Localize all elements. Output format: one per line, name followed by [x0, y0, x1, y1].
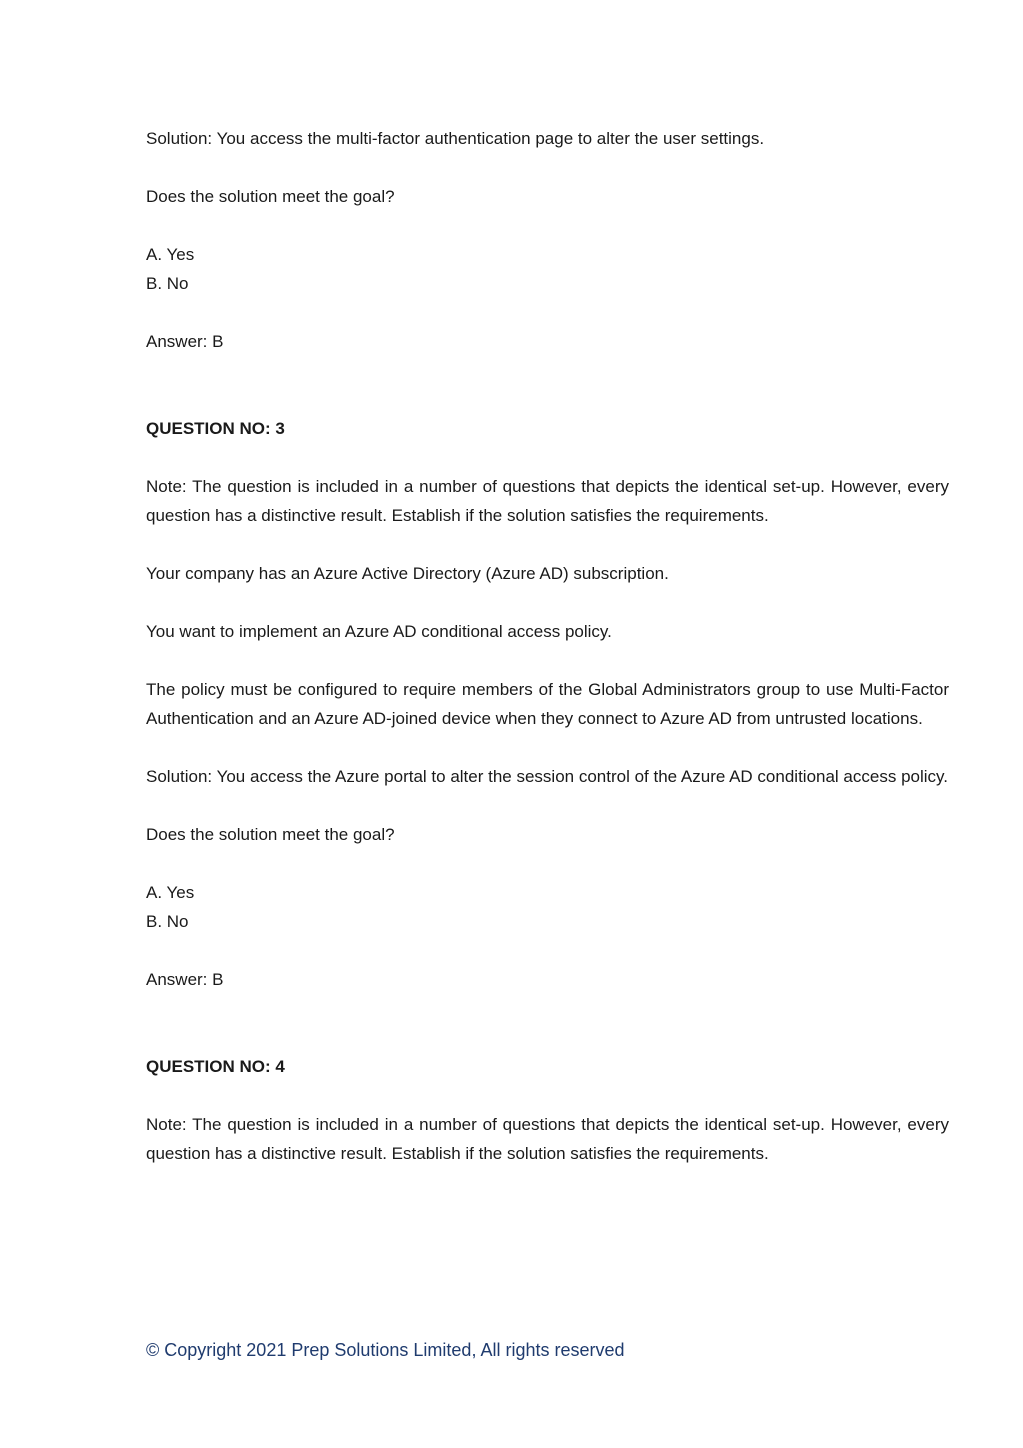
option-b: B. No [146, 274, 189, 293]
solution-text: Solution: You access the multi-factor authentication page to alter the user settings. [146, 129, 765, 148]
paragraph: Your company has an Azure Active Directory (Azure AD) subscription. [146, 564, 669, 583]
solution-text: Solution: You access the Azure portal to alter the session control of the Azure AD conditional access policy. [146, 767, 948, 786]
question-prompt: Does the solution meet the goal? [146, 825, 395, 844]
paragraph: The policy must be configured to require members of the Global Administrators group to use Multi-Factor Authentication and an Azure AD-joined device when they connect to Azure AD from untrusted locations. [146, 680, 949, 728]
note-text: Note: The question is included in a number of questions that depicts the identical set-up. However, every question has a distinctive result. Establish if the solution satisfies the requirements. [146, 477, 949, 525]
note-text: Note: The question is included in a number of questions that depicts the identical set-up. However, every question has a distinctive result. Establish if the solution satisfies the requirements. [146, 1115, 949, 1163]
answer-text: Answer: B [146, 970, 224, 989]
answer-options [146, 878, 949, 936]
answer-text: Answer: B [146, 332, 224, 351]
answer-options [146, 240, 949, 298]
option-a: A. Yes [146, 245, 195, 264]
question-prompt: Does the solution meet the goal? [146, 187, 395, 206]
copyright-footer: © Copyright 2021 Prep Solutions Limited, All rights reserved [146, 1340, 625, 1360]
option-b: B. No [146, 912, 189, 931]
paragraph: You want to implement an Azure AD conditional access policy. [146, 622, 612, 641]
option-a: A. Yes [146, 883, 195, 902]
page-content [146, 124, 949, 1197]
question-heading: QUESTION NO: 4 [146, 1057, 285, 1076]
question-heading: QUESTION NO: 3 [146, 419, 285, 438]
